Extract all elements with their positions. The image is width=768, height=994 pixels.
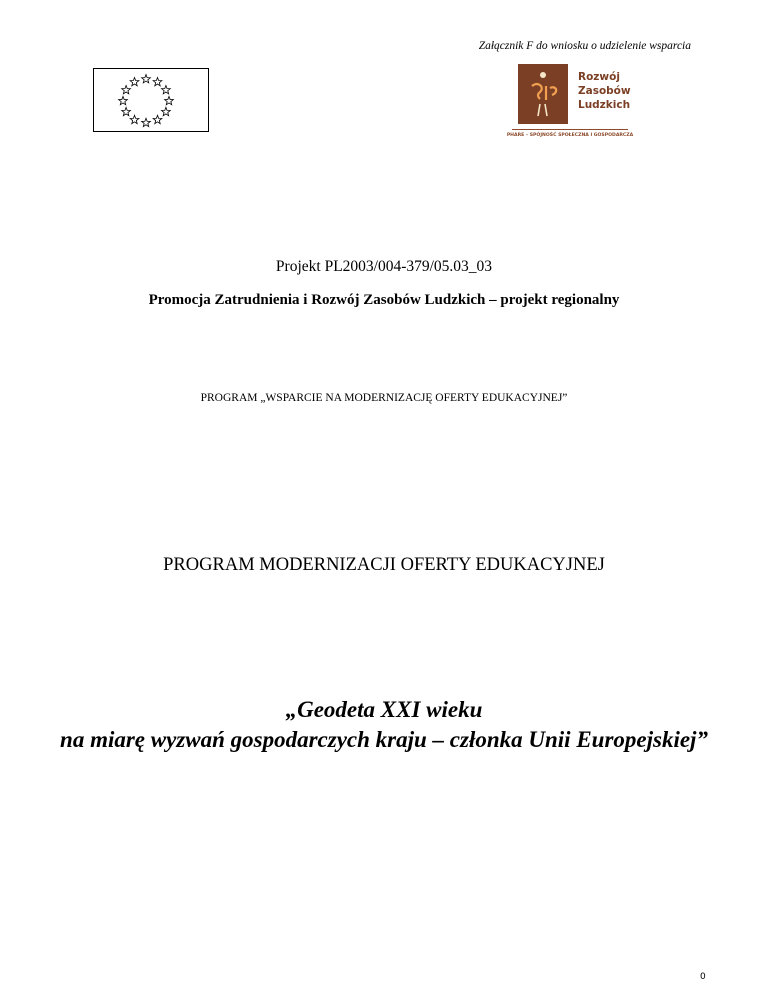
eu-star-icon <box>119 96 128 104</box>
eu-star-icon <box>153 77 162 85</box>
document-title-line2: na miarę wyzwań gospodarczych kraju – członka Unii Europejskiej” <box>60 727 708 752</box>
eu-star-icon <box>130 115 139 123</box>
project-code: Projekt PL2003/004-379/05.03_03 <box>275 258 493 275</box>
eu-star-icon <box>122 85 131 93</box>
eu-star-icon <box>162 85 171 93</box>
project-name: Promocja Zatrudnienia i Rozwój Zasobów Ludzkich – projekt regionalny <box>148 292 620 308</box>
eu-star-icon <box>130 77 139 85</box>
document-title-line1: „Geodeta XXI wieku <box>285 697 483 722</box>
eu-star-icon <box>122 107 131 115</box>
annex-note: Załącznik F do wniosku o udzielenie wsparcia <box>478 40 691 52</box>
hr-logo-line2: Zasobów <box>578 85 631 97</box>
page-number: 0 <box>700 972 706 982</box>
program-main-heading: PROGRAM MODERNIZACJI OFERTY EDUKACYJNEJ <box>163 555 605 575</box>
hr-logo-tagline: PHARE – SPÓJNOŚĆ SPOŁECZNA I GOSPODARCZA <box>506 133 634 138</box>
program-support-heading: PROGRAM „WSPARCIE NA MODERNIZACJĘ OFERTY EDUKACYJNEJ” <box>200 392 568 404</box>
hr-logo-divider <box>512 129 628 130</box>
eu-star-icon <box>153 115 162 123</box>
eu-star-icon <box>142 75 151 83</box>
eu-star-icon <box>165 96 174 104</box>
hr-logo-line3: Ludzkich <box>578 99 631 111</box>
eu-star-icon <box>142 118 151 126</box>
hr-logo-text <box>578 70 638 112</box>
hr-logo <box>506 64 634 144</box>
hr-logo-box <box>518 64 631 124</box>
eu-flag-icon <box>93 68 209 132</box>
eu-star-icon <box>162 107 171 115</box>
hr-logo-line1: Rozwój <box>578 71 620 83</box>
